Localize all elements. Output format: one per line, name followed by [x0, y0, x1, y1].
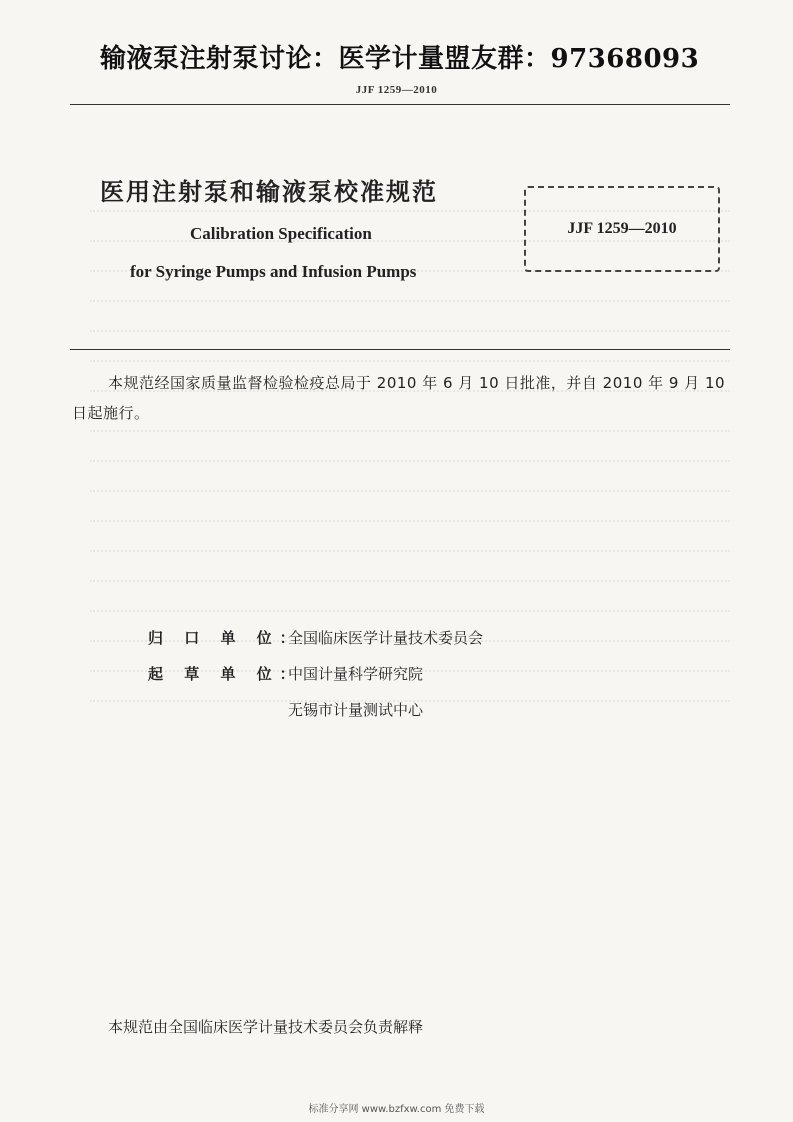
drafting-unit-label: 起 草 单 位：	[148, 665, 303, 683]
title-chinese: 医用注射泵和输液泵校准规范	[100, 178, 438, 206]
responsible-unit-row	[148, 620, 483, 656]
drafting-unit-value-1: 中国计量科学研究院	[288, 665, 424, 683]
responsible-unit-label: 归 口 单 位：	[148, 629, 303, 647]
title-english-line-2: for Syringe Pumps and Infusion Pumps	[130, 262, 417, 281]
section-divider	[70, 349, 730, 350]
drafting-unit-value-2: 无锡市计量测试中心	[288, 701, 424, 719]
responsible-unit-value: 全国临床医学计量技术委员会	[288, 629, 484, 647]
interpretation-note: 本规范由全国临床医学计量技术委员会负责解释	[108, 1018, 424, 1036]
standard-code-box	[524, 186, 720, 272]
drafting-unit-row-2	[148, 692, 483, 728]
header-standard-code: JJF 1259—2010	[355, 84, 438, 96]
title-english-line-1: Calibration Specification	[190, 224, 372, 243]
header-divider	[70, 104, 730, 105]
drafting-unit-row	[148, 656, 483, 692]
group-banner-text: 输液泵注射泵讨论：医学计量盟友群：97368093	[100, 44, 700, 74]
organizations-block	[148, 620, 483, 728]
site-footer-text: 标准分享网 www.bzfxw.com 免费下载	[308, 1104, 485, 1115]
approval-statement: 本规范经国家质量监督检验检疫总局于 2010 年 6 月 10 日批准，并自 2010 年 9 月 10 日起施行。	[72, 374, 726, 422]
standard-code-box-text: JJF 1259—2010	[567, 220, 677, 237]
